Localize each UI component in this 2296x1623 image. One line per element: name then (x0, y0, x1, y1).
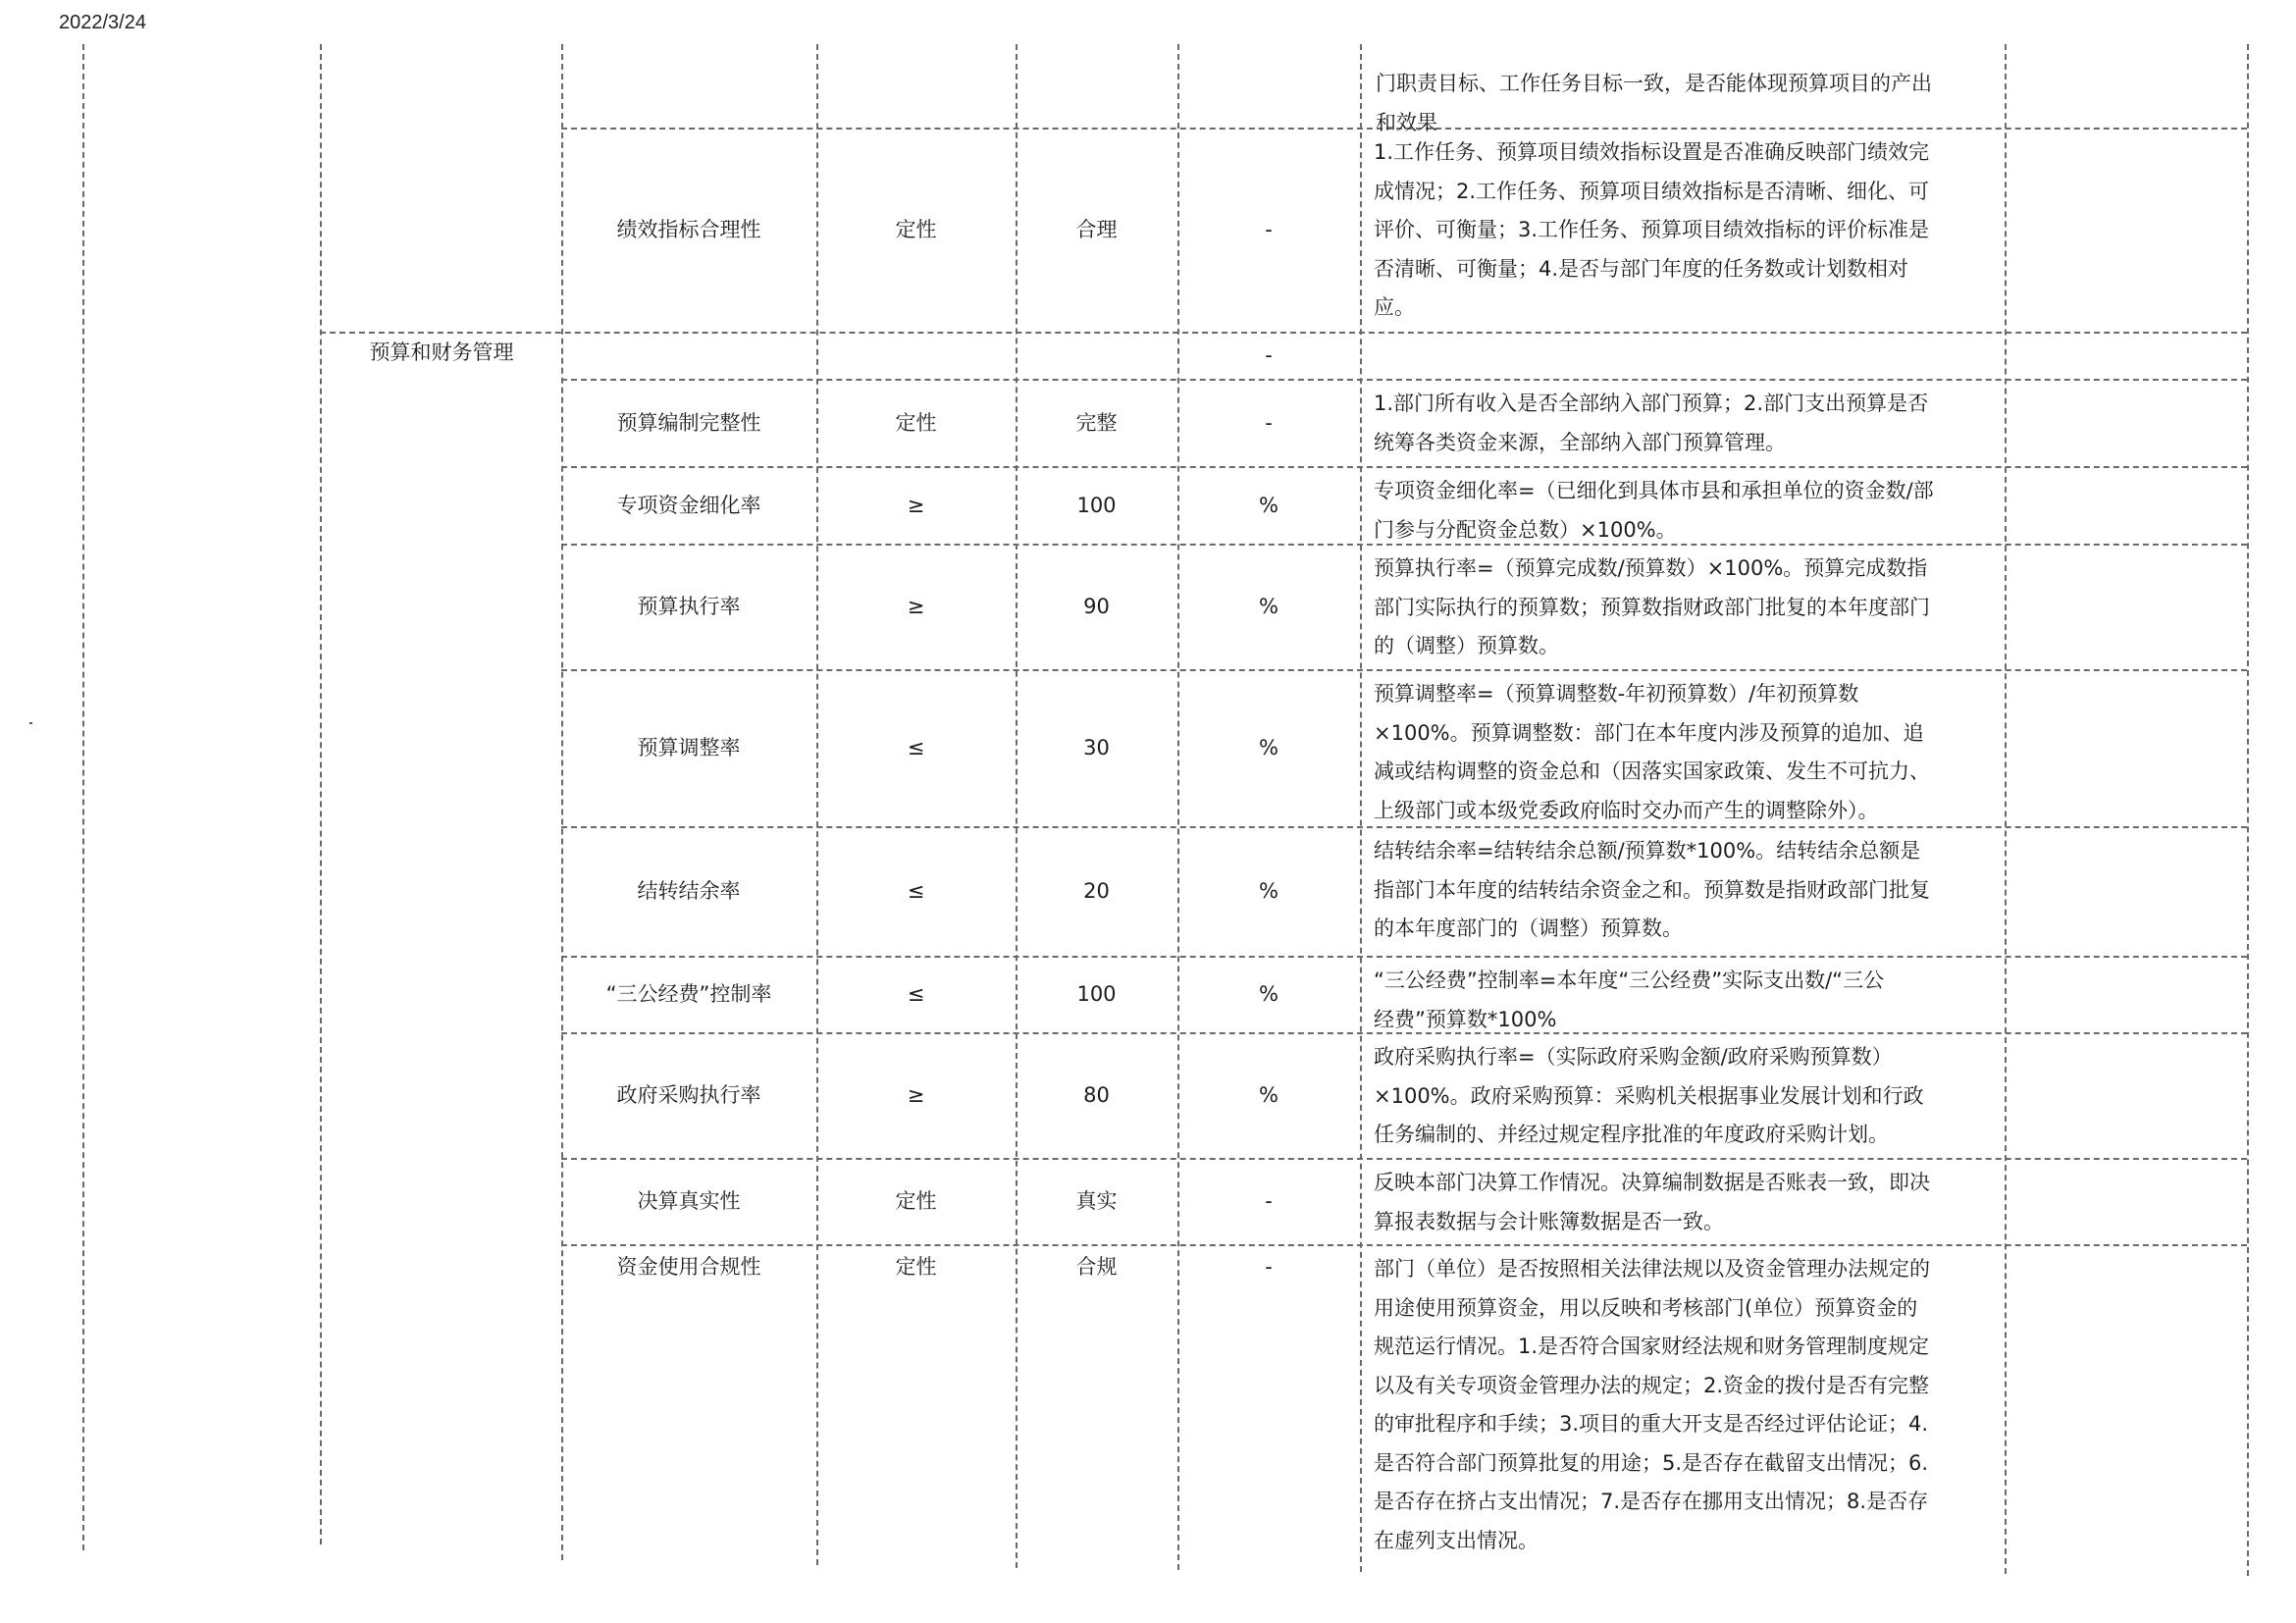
value-cell: 30 (1083, 736, 1110, 759)
grid-line-vertical (320, 44, 322, 1544)
indicator-name-cell: 决算真实性 (637, 1189, 741, 1213)
value-cell: 80 (1083, 1083, 1110, 1107)
nature-cell: ≤ (907, 879, 925, 903)
description-cell: 1.工作任务、预算项目绩效指标设置是否准确反映部门绩效完 成情况；2.工作任务、预算项目绩效指标是否清晰、细化、可 评价、可衡量；3.工作任务、预算项目绩效指标的评价标准是 否清晰、可衡量；4.是否与部门年度的任务数或计划数相对 应。 (1374, 140, 1930, 319)
value-cell: 100 (1076, 982, 1117, 1006)
category-cell: 预算和财务管理 (369, 340, 514, 364)
description-cell: 反映本部门决算工作情况。决算编制数据是否账表一致，即决 算报表数据与会计账簿数据是否一致。 (1374, 1171, 1930, 1233)
value-cell: 合规 (1075, 1255, 1118, 1279)
description-cell: 政府采购执行率=（实际政府采购金额/政府采购预算数） ×100%。政府采购预算：采购机关根据事业发展计划和行政 任务编制的、并经过规定程序批准的年度政府采购计划。 (1374, 1045, 1924, 1146)
unit-cell: % (1259, 982, 1278, 1006)
nature-cell: 定性 (895, 410, 937, 435)
indicator-name-cell: 预算执行率 (637, 595, 741, 618)
grid-line-vertical (1360, 44, 1362, 1572)
unit-cell: % (1259, 493, 1278, 517)
indicator-name-cell: 资金使用合规性 (616, 1255, 761, 1279)
description-cell: 预算执行率=（预算完成数/预算数）×100%。预算完成数指 部门实际执行的预算数；预算数指财政部门批复的本年度部门 的（调整）预算数。 (1374, 556, 1930, 657)
value-cell: 90 (1083, 595, 1110, 618)
value-cell: 完整 (1075, 410, 1118, 435)
value-cell: 20 (1083, 879, 1110, 903)
grid-line-horizontal (561, 1244, 2247, 1246)
description-cell: 预算调整率=（预算调整数-年初预算数）/年初预算数 ×100%。预算调整数：部门在本年度内涉及预算的追加、追 减或结构调整的资金总和（因落实国家政策、发生不可抗力、 上级部门或本级党委政府临时交办而产生的调整除外）。 (1374, 682, 1930, 822)
unit-cell: - (1265, 1189, 1273, 1213)
description-cell: 专项资金细化率=（已细化到具体市县和承担单位的资金数/部 门参与分配资金总数）×100%。 (1374, 479, 1934, 542)
unit-cell: % (1259, 736, 1278, 759)
nature-cell: ≤ (907, 982, 925, 1006)
scan-speck (29, 722, 32, 724)
description-cell: 结转结余率=结转结余总额/预算数*100%。结转结余总额是 指部门本年度的结转结余资金之和。预算数是指财政部门批复 的本年度部门的（调整）预算数。 (1374, 839, 1930, 940)
grid-line-vertical (82, 44, 84, 1550)
value-cell: 合理 (1075, 218, 1118, 241)
nature-cell: 定性 (895, 1189, 937, 1213)
indicator-name-cell: 政府采购执行率 (616, 1083, 761, 1107)
unit-cell: - (1265, 1255, 1273, 1279)
nature-cell: ≤ (907, 736, 925, 759)
grid-line-vertical (2247, 44, 2249, 1576)
indicator-name-cell: 预算调整率 (637, 736, 741, 759)
unit-cell: % (1259, 879, 1278, 903)
nature-cell: 定性 (895, 218, 937, 241)
indicator-name-cell: 预算编制完整性 (616, 410, 761, 435)
indicator-name-cell: 结转结余率 (637, 879, 741, 903)
indicator-name-cell: 绩效指标合理性 (616, 218, 761, 241)
unit-cell: - (1265, 218, 1273, 241)
unit-cell: % (1259, 595, 1278, 618)
nature-cell: ≥ (907, 595, 925, 618)
unit-cell: % (1259, 1083, 1278, 1107)
indicator-name-cell: 专项资金细化率 (616, 493, 761, 517)
description-cell: “三公经费”控制率=本年度“三公经费”实际支出数/“三公 经费”预算数*100% (1374, 969, 1885, 1031)
description-cell: 1.部门所有收入是否全部纳入部门预算；2.部门支出预算是否 统筹各类资金来源，全部纳入部门预算管理。 (1374, 392, 1929, 454)
nature-cell: 定性 (895, 1255, 937, 1279)
indicator-name-cell: “三公经费”控制率 (605, 982, 772, 1006)
description-cell: 部门（单位）是否按照相关法律法规以及资金管理办法规定的 用途使用预算资金，用以反映和考核部门(单位）预算资金的 规范运行情况。1.是否符合国家财经法规和财务管理制度规定 以及有关专项资金管理办法的规定；2.资金的拨付是否有完整 的审批程序和手续；3.项目的重大开支是否经过评估论证；4. 是否符合部门预算批复的用途；5.是否存在截留支出情况；6. 是否存在挤占支出情况；7.是否存在挪用支出情况；8.是否存 在虚列支出情况。 (1374, 1257, 1930, 1552)
unit-cell: - (1265, 343, 1273, 367)
description-fragment: 门职责目标、工作任务目标一致，是否能体现预算项目的产出 和效果 (1376, 72, 1932, 134)
unit-cell: - (1265, 410, 1273, 435)
nature-cell: ≥ (907, 493, 925, 517)
value-cell: 真实 (1075, 1189, 1118, 1213)
nature-cell: ≥ (907, 1083, 925, 1107)
grid-line-vertical (2005, 44, 2007, 1574)
value-cell: 100 (1076, 493, 1117, 517)
print-date: 2022/3/24 (59, 12, 146, 33)
